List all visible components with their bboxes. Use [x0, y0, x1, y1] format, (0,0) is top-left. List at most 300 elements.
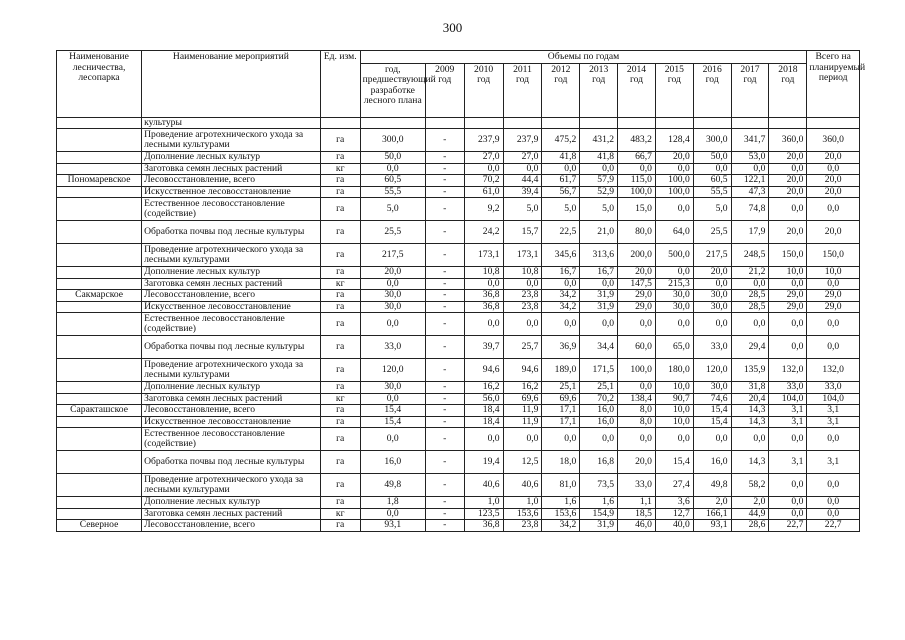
forestry-cell: Пономаревское	[57, 175, 142, 187]
value-cell: 12,7	[655, 508, 693, 520]
total-cell: 0,0	[807, 508, 860, 520]
value-cell	[731, 117, 769, 129]
value-cell: 94,6	[464, 359, 503, 382]
value-cell: 10,8	[464, 267, 503, 279]
total-cell: 150,0	[807, 244, 860, 267]
value-cell: 0,0	[769, 497, 807, 509]
value-cell: 0,0	[542, 428, 580, 451]
header-forestry: Наименование лесничества, лесопарка	[57, 51, 142, 118]
value-cell: 123,5	[464, 508, 503, 520]
forestry-cell	[57, 163, 142, 175]
unit-cell: га	[320, 221, 360, 244]
value-cell: 70,2	[580, 393, 618, 405]
value-cell: 173,1	[503, 244, 542, 267]
value-cell: 30,0	[655, 301, 693, 313]
value-cell: -	[425, 428, 464, 451]
value-cell: 0,0	[542, 313, 580, 336]
value-cell: -	[425, 382, 464, 394]
unit-cell: га	[320, 474, 360, 497]
unit-cell: га	[320, 497, 360, 509]
table-row	[57, 336, 860, 359]
forestry-cell	[57, 336, 142, 359]
value-cell: 16,2	[503, 382, 542, 394]
value-cell: 41,8	[580, 152, 618, 164]
value-cell: 65,0	[655, 336, 693, 359]
total-cell: 33,0	[807, 382, 860, 394]
value-cell: 34,2	[542, 290, 580, 302]
value-cell: 80,0	[618, 221, 656, 244]
value-cell: 61,0	[464, 186, 503, 198]
value-cell: 0,0	[769, 313, 807, 336]
activity-cell: Искусственное лесовосстановление	[142, 301, 321, 313]
table-row	[57, 129, 860, 152]
table-row	[57, 497, 860, 509]
header-year: 2016 год	[693, 63, 731, 117]
value-cell: -	[425, 416, 464, 428]
value-cell: 34,2	[542, 301, 580, 313]
value-cell: 0,0	[542, 163, 580, 175]
value-cell: 16,0	[693, 451, 731, 474]
value-cell: 5,0	[693, 198, 731, 221]
unit-cell: кг	[320, 278, 360, 290]
table-row	[57, 221, 860, 244]
forestry-cell	[57, 508, 142, 520]
forestry-cell	[57, 393, 142, 405]
value-cell: 16,7	[580, 267, 618, 279]
value-cell: 1,0	[464, 497, 503, 509]
value-cell: 0,0	[693, 313, 731, 336]
value-cell: -	[425, 451, 464, 474]
value-cell: 73,5	[580, 474, 618, 497]
total-cell: 0,0	[807, 278, 860, 290]
value-cell: 90,7	[655, 393, 693, 405]
unit-cell: га	[320, 198, 360, 221]
value-cell	[618, 117, 656, 129]
value-cell: 0,0	[464, 313, 503, 336]
activity-cell: Проведение агротехнического ухода за лесными культурами	[142, 474, 321, 497]
unit-cell: га	[320, 175, 360, 187]
value-cell: 483,2	[618, 129, 656, 152]
value-cell: 154,9	[580, 508, 618, 520]
value-cell: 22,5	[542, 221, 580, 244]
value-cell: 0,0	[731, 428, 769, 451]
unit-cell: га	[320, 244, 360, 267]
value-cell: 25,5	[693, 221, 731, 244]
forestry-cell	[57, 117, 142, 129]
value-cell: 14,3	[731, 451, 769, 474]
value-cell: 0,0	[464, 163, 503, 175]
value-cell: 50,0	[360, 152, 425, 164]
value-cell: 0,0	[693, 428, 731, 451]
unit-cell: га	[320, 267, 360, 279]
value-cell: 153,6	[503, 508, 542, 520]
value-cell: 300,0	[693, 129, 731, 152]
value-cell: 57,9	[580, 175, 618, 187]
value-cell: 8,0	[618, 405, 656, 417]
value-cell: -	[425, 497, 464, 509]
value-cell: 40,6	[464, 474, 503, 497]
value-cell: 18,4	[464, 416, 503, 428]
unit-cell	[320, 117, 360, 129]
value-cell	[464, 117, 503, 129]
value-cell: 29,0	[618, 301, 656, 313]
value-cell: -	[425, 393, 464, 405]
value-cell: 0,0	[618, 428, 656, 451]
value-cell	[693, 117, 731, 129]
value-cell: 69,6	[542, 393, 580, 405]
value-cell: 16,2	[464, 382, 503, 394]
value-cell: 10,0	[655, 416, 693, 428]
value-cell: 11,9	[503, 405, 542, 417]
value-cell: 19,4	[464, 451, 503, 474]
value-cell: 30,0	[360, 382, 425, 394]
value-cell: -	[425, 244, 464, 267]
value-cell: 0,0	[693, 163, 731, 175]
value-cell: 300,0	[360, 129, 425, 152]
value-cell: 47,3	[731, 186, 769, 198]
unit-cell: га	[320, 451, 360, 474]
header-activity: Наименование мероприятий	[142, 51, 321, 118]
value-cell: 0,0	[769, 474, 807, 497]
header-year: 2018 год	[769, 63, 807, 117]
value-cell: 23,8	[503, 290, 542, 302]
value-cell: -	[425, 186, 464, 198]
value-cell: 49,8	[360, 474, 425, 497]
value-cell: 61,7	[542, 175, 580, 187]
value-cell: -	[425, 278, 464, 290]
value-cell: 31,8	[731, 382, 769, 394]
value-cell: 29,0	[769, 301, 807, 313]
activity-cell: Дополнение лесных культур	[142, 152, 321, 164]
value-cell: 30,0	[693, 382, 731, 394]
unit-cell: га	[320, 186, 360, 198]
value-cell: 21,2	[731, 267, 769, 279]
value-cell: -	[425, 163, 464, 175]
table-row	[57, 393, 860, 405]
table-row	[57, 175, 860, 187]
activity-cell: культуры	[142, 117, 321, 129]
value-cell: 25,5	[360, 221, 425, 244]
activity-cell: Заготовка семян лесных растений	[142, 508, 321, 520]
value-cell: 17,1	[542, 416, 580, 428]
value-cell: 3,1	[769, 416, 807, 428]
value-cell	[769, 117, 807, 129]
value-cell: 33,0	[693, 336, 731, 359]
value-cell: -	[425, 267, 464, 279]
value-cell: 34,4	[580, 336, 618, 359]
value-cell: 27,0	[503, 152, 542, 164]
value-cell: 16,0	[580, 416, 618, 428]
value-cell: 56,7	[542, 186, 580, 198]
activity-cell: Заготовка семян лесных растений	[142, 163, 321, 175]
value-cell: 20,0	[618, 267, 656, 279]
value-cell: 0,0	[769, 508, 807, 520]
unit-cell: га	[320, 129, 360, 152]
value-cell: 8,0	[618, 416, 656, 428]
value-cell: 44,4	[503, 175, 542, 187]
forest-restoration-table	[56, 50, 866, 532]
total-cell: 0,0	[807, 198, 860, 221]
value-cell: 20,0	[655, 152, 693, 164]
unit-cell: кг	[320, 508, 360, 520]
value-cell: 60,5	[360, 175, 425, 187]
table-row	[57, 152, 860, 164]
table-row	[57, 290, 860, 302]
value-cell: 52,9	[580, 186, 618, 198]
value-cell: 64,0	[655, 221, 693, 244]
value-cell: 431,2	[580, 129, 618, 152]
unit-cell: кг	[320, 163, 360, 175]
total-cell: 132,0	[807, 359, 860, 382]
header-year: 2012 год	[542, 63, 580, 117]
activity-cell: Дополнение лесных культур	[142, 267, 321, 279]
value-cell: 16,0	[580, 405, 618, 417]
value-cell: 20,0	[769, 152, 807, 164]
value-cell: 0,0	[693, 278, 731, 290]
value-cell: 217,5	[360, 244, 425, 267]
value-cell: -	[425, 301, 464, 313]
value-cell: 0,0	[655, 313, 693, 336]
forestry-cell: Саракташское	[57, 405, 142, 417]
value-cell: 248,5	[731, 244, 769, 267]
header-unit: Ед. изм.	[320, 51, 360, 118]
forestry-cell	[57, 301, 142, 313]
value-cell: 5,0	[542, 198, 580, 221]
value-cell: 100,0	[655, 175, 693, 187]
forestry-cell	[57, 129, 142, 152]
value-cell: 25,1	[542, 382, 580, 394]
activity-cell: Обработка почвы под лесные культуры	[142, 221, 321, 244]
value-cell: 104,0	[769, 393, 807, 405]
value-cell: 28,5	[731, 290, 769, 302]
value-cell: -	[425, 508, 464, 520]
value-cell: 0,0	[360, 278, 425, 290]
value-cell: 0,0	[580, 428, 618, 451]
total-cell: 0,0	[807, 428, 860, 451]
forestry-cell: Северное	[57, 520, 142, 532]
value-cell: 16,8	[580, 451, 618, 474]
value-cell: 31,9	[580, 301, 618, 313]
unit-cell: га	[320, 416, 360, 428]
value-cell: 153,6	[542, 508, 580, 520]
forestry-cell	[57, 474, 142, 497]
activity-cell: Естественное лесовосстановление (содействие)	[142, 198, 321, 221]
value-cell: 0,0	[769, 163, 807, 175]
forestry-cell	[57, 416, 142, 428]
value-cell: 100,0	[618, 186, 656, 198]
value-cell: 147,5	[618, 278, 656, 290]
value-cell: 14,3	[731, 405, 769, 417]
unit-cell: кг	[320, 393, 360, 405]
value-cell: 1,8	[360, 497, 425, 509]
value-cell: 120,0	[693, 359, 731, 382]
value-cell: 30,0	[693, 290, 731, 302]
value-cell: 313,6	[580, 244, 618, 267]
value-cell: 40,6	[503, 474, 542, 497]
unit-cell: га	[320, 336, 360, 359]
value-cell: -	[425, 175, 464, 187]
activity-cell: Лесовосстановление, всего	[142, 520, 321, 532]
value-cell: 17,1	[542, 405, 580, 417]
value-cell: 10,0	[655, 382, 693, 394]
value-cell: 93,1	[360, 520, 425, 532]
forestry-cell	[57, 221, 142, 244]
value-cell	[425, 117, 464, 129]
unit-cell: га	[320, 313, 360, 336]
unit-cell: га	[320, 290, 360, 302]
table-row	[57, 278, 860, 290]
value-cell: 50,0	[693, 152, 731, 164]
header-year: 2010 год	[464, 63, 503, 117]
value-cell: 36,9	[542, 336, 580, 359]
value-cell: -	[425, 336, 464, 359]
value-cell: 31,9	[580, 520, 618, 532]
value-cell: 0,0	[731, 163, 769, 175]
value-cell: 0,0	[503, 278, 542, 290]
total-cell: 0,0	[807, 497, 860, 509]
value-cell: 1,1	[618, 497, 656, 509]
forestry-cell	[57, 313, 142, 336]
activity-cell: Искусственное лесовосстановление	[142, 186, 321, 198]
value-cell: 0,0	[655, 428, 693, 451]
value-cell: -	[425, 520, 464, 532]
value-cell: 2,0	[693, 497, 731, 509]
value-cell: 0,0	[618, 163, 656, 175]
total-cell: 3,1	[807, 451, 860, 474]
value-cell: 0,0	[731, 278, 769, 290]
value-cell: 20,0	[769, 175, 807, 187]
value-cell: 15,0	[618, 198, 656, 221]
value-cell: -	[425, 313, 464, 336]
forestry-cell	[57, 244, 142, 267]
value-cell	[542, 117, 580, 129]
activity-cell: Проведение агротехнического ухода за лесными культурами	[142, 244, 321, 267]
value-cell: 30,0	[693, 301, 731, 313]
value-cell: 24,2	[464, 221, 503, 244]
value-cell: 0,0	[503, 313, 542, 336]
table-row	[57, 428, 860, 451]
value-cell: 475,2	[542, 129, 580, 152]
value-cell: 0,0	[580, 163, 618, 175]
value-cell: 0,0	[655, 163, 693, 175]
activity-cell: Дополнение лесных культур	[142, 382, 321, 394]
value-cell: 189,0	[542, 359, 580, 382]
value-cell	[360, 117, 425, 129]
total-cell: 20,0	[807, 186, 860, 198]
activity-cell: Естественное лесовосстановление (содействие)	[142, 428, 321, 451]
value-cell: 173,1	[464, 244, 503, 267]
total-cell: 20,0	[807, 175, 860, 187]
value-cell: 0,0	[655, 267, 693, 279]
value-cell: 2,0	[731, 497, 769, 509]
value-cell: 1,0	[503, 497, 542, 509]
value-cell: 0,0	[618, 313, 656, 336]
forestry-cell	[57, 198, 142, 221]
value-cell: 49,8	[693, 474, 731, 497]
activity-cell: Заготовка семян лесных растений	[142, 278, 321, 290]
value-cell: 122,1	[731, 175, 769, 187]
value-cell	[503, 117, 542, 129]
value-cell: 138,4	[618, 393, 656, 405]
value-cell: 10,8	[503, 267, 542, 279]
value-cell: 128,4	[655, 129, 693, 152]
total-cell: 22,7	[807, 520, 860, 532]
header-year: 2017 год	[731, 63, 769, 117]
forestry-cell	[57, 382, 142, 394]
value-cell: 36,8	[464, 301, 503, 313]
total-cell: 3,1	[807, 416, 860, 428]
value-cell: 135,9	[731, 359, 769, 382]
value-cell: 20,0	[618, 451, 656, 474]
table-row	[57, 405, 860, 417]
table-row	[57, 520, 860, 532]
value-cell: 14,3	[731, 416, 769, 428]
activity-cell: Обработка почвы под лесные культуры	[142, 451, 321, 474]
activity-cell: Лесовосстановление, всего	[142, 405, 321, 417]
value-cell: 29,4	[731, 336, 769, 359]
value-cell: 5,0	[503, 198, 542, 221]
value-cell: 53,0	[731, 152, 769, 164]
header-year: 2014 год	[618, 63, 656, 117]
value-cell: 94,6	[503, 359, 542, 382]
total-cell: 20,0	[807, 221, 860, 244]
value-cell	[580, 117, 618, 129]
total-cell: 104,0	[807, 393, 860, 405]
value-cell: -	[425, 405, 464, 417]
value-cell: 15,4	[693, 416, 731, 428]
table-row	[57, 451, 860, 474]
value-cell: 20,0	[769, 186, 807, 198]
value-cell: 3,1	[769, 451, 807, 474]
value-cell: 0,0	[769, 336, 807, 359]
value-cell: 0,0	[580, 278, 618, 290]
value-cell: 27,0	[464, 152, 503, 164]
activity-cell: Естественное лесовосстановление (содействие)	[142, 313, 321, 336]
value-cell: 44,9	[731, 508, 769, 520]
value-cell: 46,0	[618, 520, 656, 532]
table-row	[57, 198, 860, 221]
total-cell: 0,0	[807, 336, 860, 359]
value-cell: 0,0	[618, 382, 656, 394]
value-cell: 20,0	[693, 267, 731, 279]
value-cell: 29,0	[769, 290, 807, 302]
value-cell: 171,5	[580, 359, 618, 382]
value-cell: 33,0	[360, 336, 425, 359]
value-cell: -	[425, 290, 464, 302]
activity-cell: Обработка почвы под лесные культуры	[142, 336, 321, 359]
value-cell: 39,7	[464, 336, 503, 359]
value-cell: 237,9	[503, 129, 542, 152]
value-cell: 16,7	[542, 267, 580, 279]
value-cell: 58,2	[731, 474, 769, 497]
value-cell: 30,0	[360, 301, 425, 313]
table-row	[57, 163, 860, 175]
value-cell: 33,0	[769, 382, 807, 394]
value-cell: -	[425, 474, 464, 497]
activity-cell: Лесовосстановление, всего	[142, 175, 321, 187]
value-cell: 60,0	[618, 336, 656, 359]
activity-cell: Заготовка семян лесных растений	[142, 393, 321, 405]
value-cell: 0,0	[580, 313, 618, 336]
value-cell: 166,1	[693, 508, 731, 520]
table-row	[57, 382, 860, 394]
value-cell: 29,0	[618, 290, 656, 302]
total-cell: 0,0	[807, 163, 860, 175]
table-row	[57, 508, 860, 520]
unit-cell: га	[320, 405, 360, 417]
value-cell: 180,0	[655, 359, 693, 382]
value-cell: 18,4	[464, 405, 503, 417]
